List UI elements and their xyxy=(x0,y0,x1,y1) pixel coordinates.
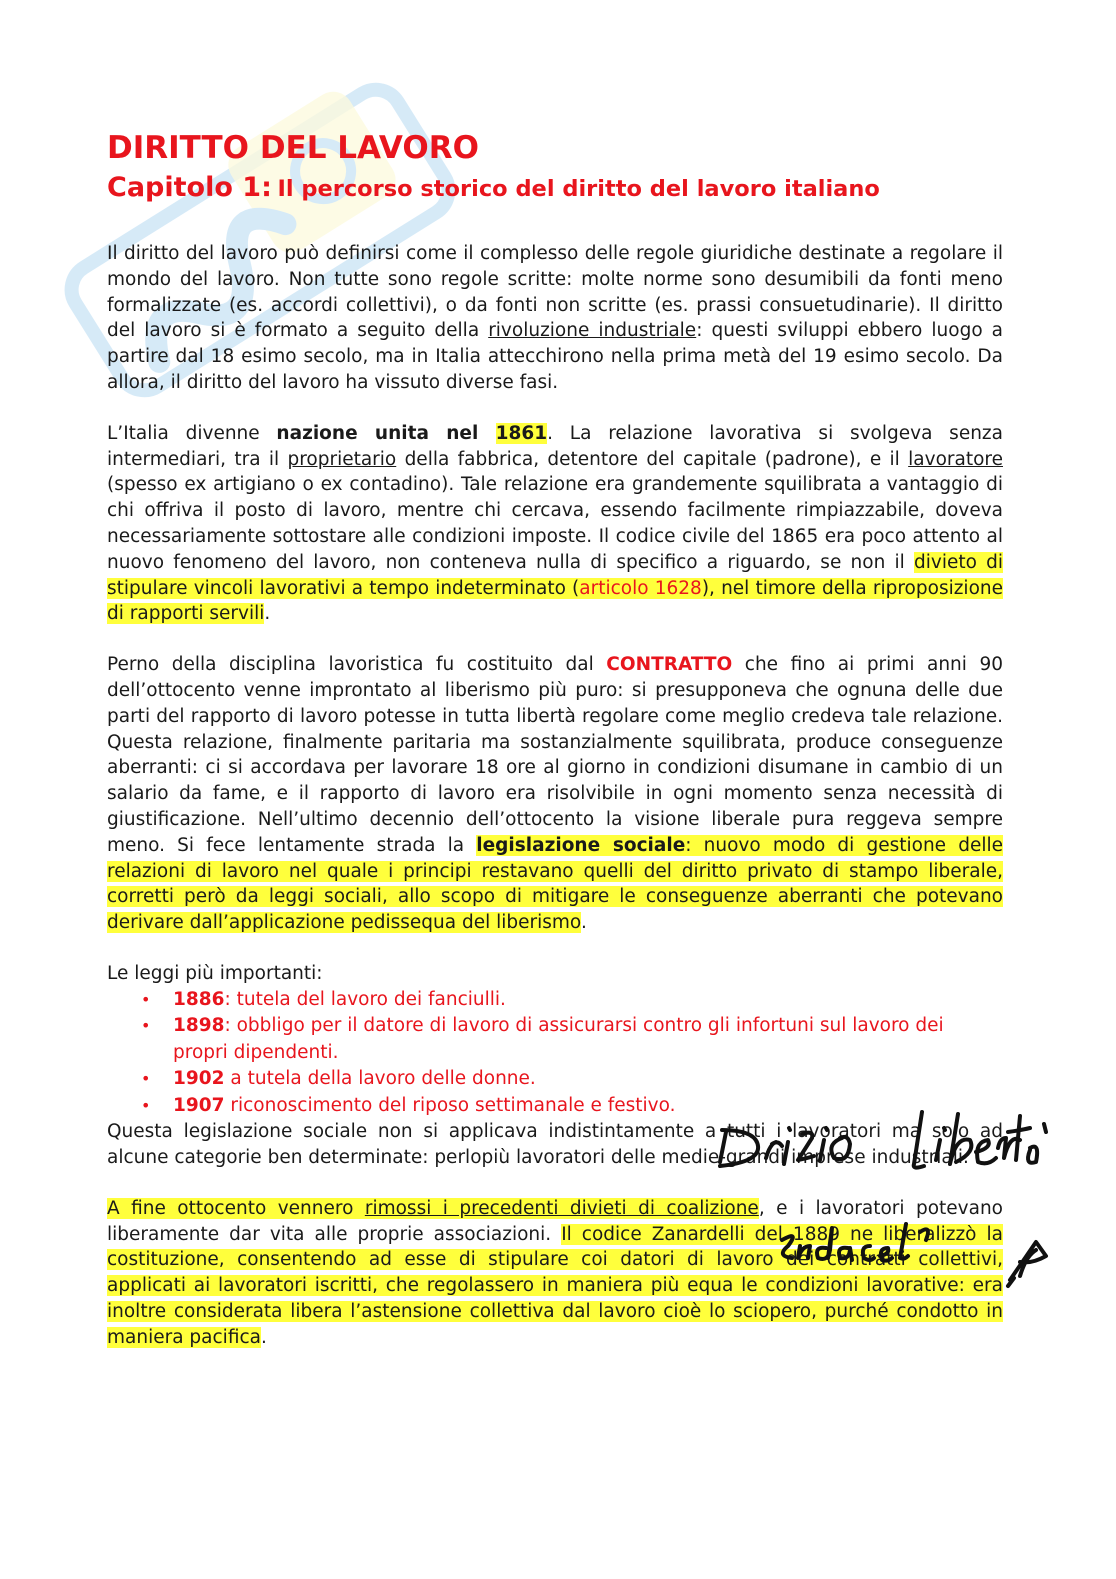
highlighted-bold-term: legislazione sociale xyxy=(476,834,686,856)
laws-list xyxy=(107,987,1003,1120)
list-item xyxy=(141,1093,1003,1120)
laws-intro: Le leggi più importanti: xyxy=(107,962,323,984)
law-year: 1886 xyxy=(173,988,225,1010)
highlighted-text: : nuovo modo di gestione delle relazioni di lavoro nel quale i principi restavano quelli del diritto privato di stampo liberale, corretti però da leggi sociali, allo scopo di mitigare le conseguenze aberranti che potevano derivare dall’applicazione pedissequa del liberismo xyxy=(107,834,1003,934)
highlighted-text: ), nel timore della riproposizione di rapporti servili xyxy=(107,577,1003,625)
text-span: (spesso ex artigiano o ex contadino). Tale relazione era grandemente squilibrata a vantaggio di chi offriva il posto di lavoro, mentre chi cercava, essendo facilmente rimpiazzabile, doveva necessariamente sottostare alle condizioni imposte. Il codice civile del 1865 era poco attento al nuovo fenomeno del lavoro, non conteneva nulla di specifico a riguardo, se non il xyxy=(107,474,1003,573)
highlighted-underlined-term: rimossi i precedenti divieti di coalizione xyxy=(364,1197,759,1219)
chapter-label: Capitolo 1: xyxy=(107,172,272,203)
underlined-term: lavoratore xyxy=(908,448,1003,470)
bullet-icon: • xyxy=(141,989,151,1009)
law-text: a tutela della lavoro delle donne. xyxy=(224,1068,536,1090)
text-span: : questi sviluppi ebbero luogo a partire dal 18 esimo secolo, ma in Italia attecchirono nella prima metà del 19 esimo secolo. Da allora, il diritto del lavoro ha vissuto diverse fasi. xyxy=(107,320,1003,393)
highlighted-text: Il codice Zanardelli del 1889 ne liberalizzò la costituzione, consentendo ad esse di stipulare coi datori di lavoro dei contratti collettivi, applicati ai lavoratori iscritti, che regolassero in maniera più equa le condizioni lavorative: era inoltre considerata libera l’astensione collettiva dal lavoro cioè lo sciopero, purché condotto in maniera pacifica xyxy=(107,1223,1003,1348)
text-span: . xyxy=(580,912,587,934)
list-item xyxy=(141,1013,1003,1066)
law-year: 1902 xyxy=(173,1068,225,1090)
text-span: che fino ai primi anni 90 dell’ottocento venne improntato al liberismo più puro: si presupponeva che ognuna delle due parti del rapporto di lavoro potesse in tutta libertà regolare come meglio credeva tale relazione. Questa relazione, finalmente paritaria ma sostanzialmente squilibrata, produce conseguenze aberranti: ci si accordava per lavorare 18 ore al giorno in condizioni disumane in cambio di un salario da fame, e il rapporto di lavoro era risolvibile in ogni momento senza necessità di giustificazione. Nell’ultimo decennio dell’ottocento la visione liberale pura reggeva sempre meno. Si fece lentamente strada la xyxy=(107,654,1003,856)
red-reference: articolo 1628 xyxy=(579,577,702,599)
paragraph-unification xyxy=(107,421,1003,627)
bullet-icon: • xyxy=(141,1016,151,1036)
bullet-icon: • xyxy=(141,1095,151,1115)
bullet-icon: • xyxy=(141,1069,151,1089)
laws-note: Questa legislazione sociale non si applicava indistintamente a tutti i lavoratori ma solo ad alcune categorie ben determinate: perlopiù lavoratori delle medie-grandi imprese industriali. xyxy=(107,1121,1003,1169)
text-span: . xyxy=(264,603,271,625)
text-span: , e i lavoratori potevano liberamente dar vita alle proprie associazioni. xyxy=(107,1197,1003,1245)
highlighted-year: 1861 xyxy=(495,422,548,444)
text-span: . xyxy=(260,1326,267,1348)
underlined-term: rivoluzione industriale xyxy=(488,320,697,342)
list-item xyxy=(141,1066,1003,1093)
document-body xyxy=(107,128,1003,1376)
text-span: della fabbrica, detentore del capitale (padrone), e il xyxy=(396,448,909,470)
chapter-heading xyxy=(107,168,1003,211)
law-year: 1907 xyxy=(173,1094,225,1116)
list-item xyxy=(141,987,1003,1014)
text-span: L’Italia divenne xyxy=(107,422,277,444)
paragraph-intro xyxy=(107,241,1003,396)
law-text: : obbligo per il datore di lavoro di assicurarsi contro gli infortuni sul lavoro dei propri dipendenti. xyxy=(173,1015,944,1063)
chapter-title: Il percorso storico del diritto del lavoro italiano xyxy=(277,176,880,202)
text-span: Il diritto del lavoro può definirsi come il complesso delle regole giuridiche destinate a regolare il mondo del lavoro. Non tutte sono regole scritte: molte norme sono desumibili da fonti meno formalizzate (es. accordi collettivi), o da fonti non scritte (es. prassi consuetudinarie). Il diritto del lavoro si è formato a seguito della xyxy=(107,243,1003,342)
law-year: 1898 xyxy=(173,1015,225,1037)
text-span: . La relazione lavorativa si svolgeva senza intermediari, tra il xyxy=(107,422,1003,470)
highlighted-text: A fine ottocento vennero xyxy=(107,1197,365,1219)
paragraph-coalitions xyxy=(107,1196,1003,1351)
text-span: Perno della disciplina lavoristica fu costituito dal xyxy=(107,654,607,676)
paragraph-contract xyxy=(107,652,1003,936)
law-text: riconoscimento del riposo settimanale e festivo. xyxy=(224,1094,676,1116)
document-title: DIRITTO DEL LAVORO xyxy=(107,130,479,166)
bold-term: nazione unita nel xyxy=(276,422,496,444)
red-bold-term: CONTRATTO xyxy=(606,654,733,676)
law-text: : tutela del lavoro dei fanciulli. xyxy=(224,988,506,1010)
underlined-term: proprietario xyxy=(287,448,397,470)
highlighted-text: divieto di stipulare vincoli lavorativi a tempo indeterminato ( xyxy=(107,551,1003,599)
